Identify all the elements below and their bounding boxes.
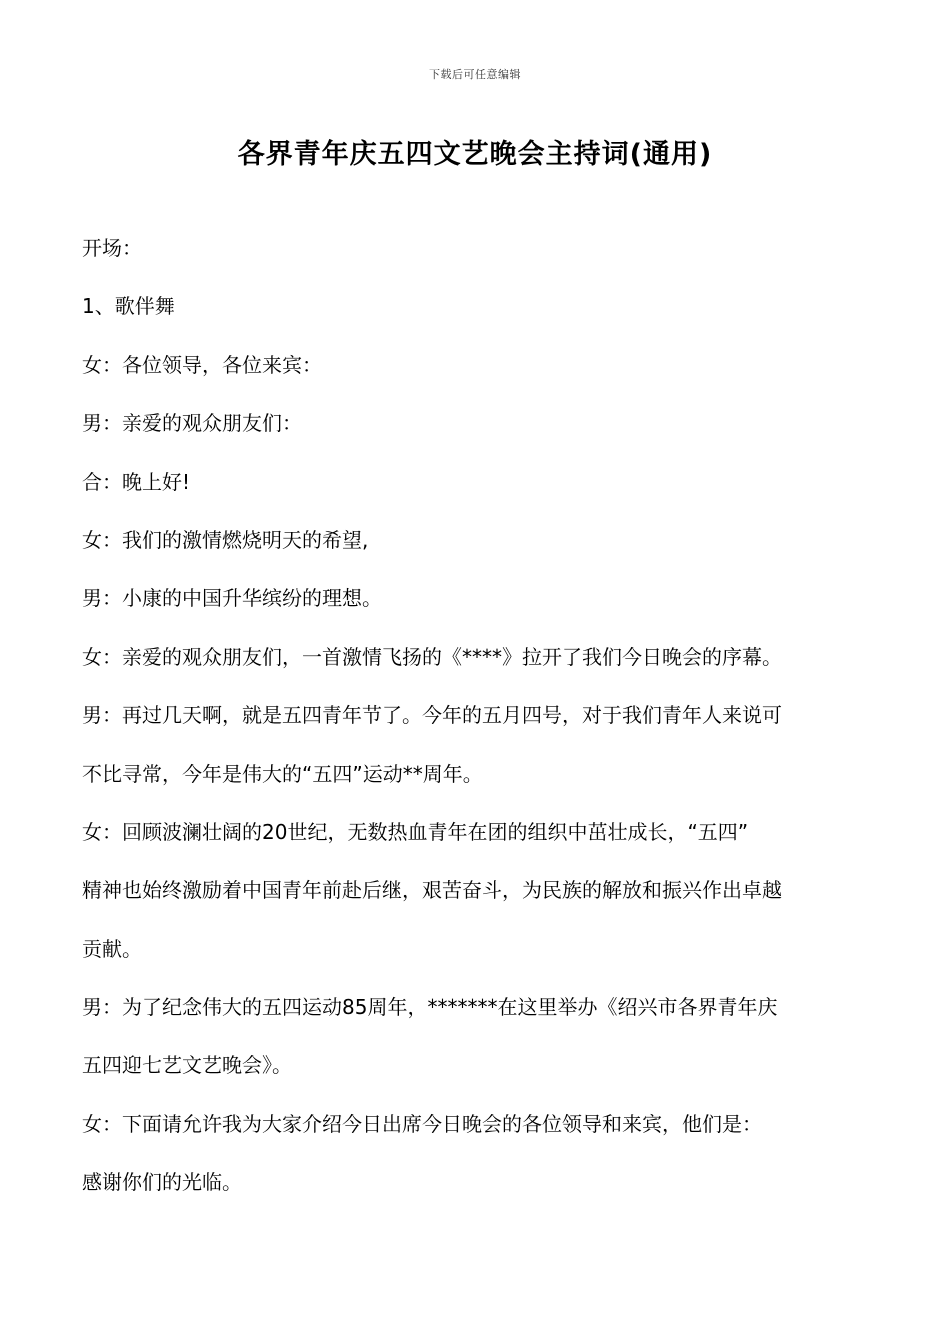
- document-body: [82, 219, 882, 1212]
- header-note: 下载后可任意编辑: [429, 68, 521, 81]
- paragraph-line: 贡献。: [82, 936, 142, 961]
- paragraph-line: 女：我们的激情燃烧明天的希望,: [82, 527, 369, 552]
- paragraph-line: 合：晚上好!: [82, 469, 191, 494]
- paragraph-line: 五四迎七艺文艺晚会》。: [82, 1053, 292, 1078]
- paragraph-line: 女：亲爱的观众朋友们，一首激情飞扬的《****》拉开了我们今日晚会的序幕。: [82, 644, 782, 669]
- paragraph-line: 女：回顾波澜壮阔的20世纪，无数热血青年在团的组织中茁壮成长，“五四”: [82, 819, 749, 844]
- paragraph-line: 精神也始终激励着中国青年前赴后继，艰苦奋斗，为民族的解放和振兴作出卓越: [82, 878, 782, 903]
- paragraph-line: 不比寻常，今年是伟大的“五四”运动**周年。: [82, 761, 483, 786]
- paragraph-line: 感谢你们的光临。: [82, 1170, 242, 1195]
- paragraph-line: 开场：: [82, 236, 142, 260]
- paragraph-line: 男：小康的中国升华缤纷的理想。: [82, 586, 382, 611]
- paragraph-line: 女：各位领导，各位来宾：: [82, 352, 322, 377]
- paragraph-line: 男：为了纪念伟大的五四运动85周年，*******在这里举办《绍兴市各界青年庆: [82, 995, 778, 1020]
- paragraph-line: 1、歌伴舞: [82, 294, 175, 319]
- paragraph-line: 男：亲爱的观众朋友们：: [82, 411, 302, 436]
- paragraph-line: 女：下面请允许我为大家介绍今日出席今日晚会的各位领导和来宾，他们是：: [82, 1111, 762, 1136]
- paragraph-line: 男：再过几天啊，就是五四青年节了。今年的五月四号，对于我们青年人来说可: [82, 703, 782, 728]
- document-title: 各界青年庆五四文艺晚会主持词(通用): [237, 139, 713, 170]
